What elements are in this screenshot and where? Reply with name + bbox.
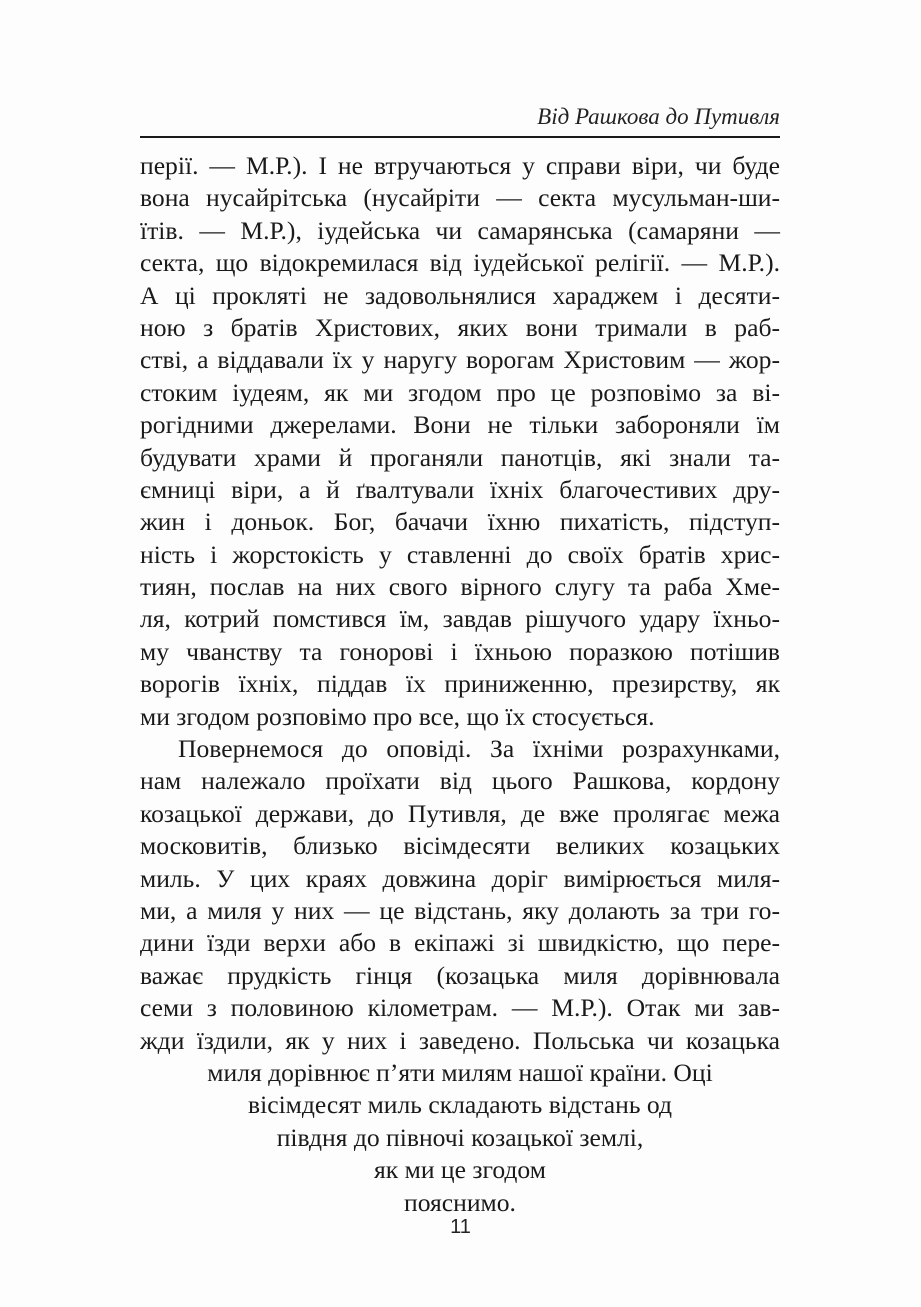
text-line: секта, що відокремилася від іудейської релігії. — М.Р.). xyxy=(140,248,780,278)
text-line: ворогів їхніх, піддав їх приниженню, презирству, як xyxy=(140,669,780,699)
taper-line: як ми це згодом xyxy=(374,1155,546,1185)
text-line: ність і жорстокість у ставленні до своїх братів хрис- xyxy=(140,539,780,569)
text-line: московитів, близько вісімдесяти великих козацьких xyxy=(140,831,780,861)
running-head: Від Рашкова до Путивля xyxy=(537,104,780,129)
text-line: ємниці віри, а й ґвалтували їхніх благочестивих дру- xyxy=(140,474,780,504)
text-line: ми згодом розповімо про все, що їх стосується. xyxy=(140,701,655,731)
text-line: ля, котрий помстився їм, завдав рішучого удару їхньо- xyxy=(140,604,780,634)
text-line: козацької держави, до Путивля, де вже пролягає межа xyxy=(140,798,780,828)
text-line: ми, а миля у них — це відстань, яку долають за три го- xyxy=(140,895,780,925)
page-number: 11 xyxy=(450,1216,471,1238)
taper-line: миля дорівнює п’яти милям нашої країни. Оці xyxy=(207,1057,713,1087)
text-line: ною з братів Христових, яких вони тримали в раб- xyxy=(140,312,780,342)
text-line: семи з половиною кілометрам. — М.Р.). Отак ми зав- xyxy=(140,993,780,1023)
text-line: стоким іудеям, як ми згодом про це розповімо за ві- xyxy=(140,377,780,407)
paragraph-start-line: Повернемося до оповіді. За їхніми розрахунками, xyxy=(178,734,780,764)
text-line: жди їздили, як у них і заведено. Польська чи козацька xyxy=(140,1025,780,1055)
text-line: їтів. — М.Р.), іудейська чи самарянська (самаряни — xyxy=(140,215,780,245)
text-line: нам належало проїхати від цього Рашкова, кордону xyxy=(140,766,780,796)
text-line: миль. У цих краях довжина доріг вимірюється миля- xyxy=(140,863,780,893)
text-line: тиян, послав на них свого вірного слугу та раба Хме- xyxy=(140,572,780,602)
header-rule xyxy=(140,136,780,138)
text-line: му чванству та гонорові і їхньою поразкою потішив xyxy=(140,636,780,666)
taper-line: півдня до півночі козацької землі, xyxy=(276,1122,644,1152)
text-line: важає прудкість гінця (козацька миля дорівнювала xyxy=(140,960,780,990)
body-text xyxy=(140,150,780,1219)
text-line: вона нусайрітська (нусайріти — секта мусульман-ши- xyxy=(140,183,780,213)
text-line: А ці прокляті не задовольнялися хараджем і десяти- xyxy=(140,280,780,310)
text-line: дини їзди верхи або в екіпажі зі швидкістю, що пере- xyxy=(140,928,780,958)
taper-line: пояснимо. xyxy=(404,1187,516,1217)
taper-line: вісімдесят миль складають відстань од xyxy=(248,1090,672,1120)
text-line: жин і доньок. Бог, бачачи їхню пихатість, підступ- xyxy=(140,507,780,537)
text-line: перії. — М.Р.). І не втручаються у справи віри, чи буде xyxy=(140,151,780,180)
text-line: стві, а віддавали їх у наругу ворогам Христовим — жор- xyxy=(140,345,780,375)
text-line: будувати храми й проганяли панотців, які знали та- xyxy=(140,442,780,472)
text-line: рогідними джерелами. Вони не тільки забороняли їм xyxy=(140,410,780,440)
